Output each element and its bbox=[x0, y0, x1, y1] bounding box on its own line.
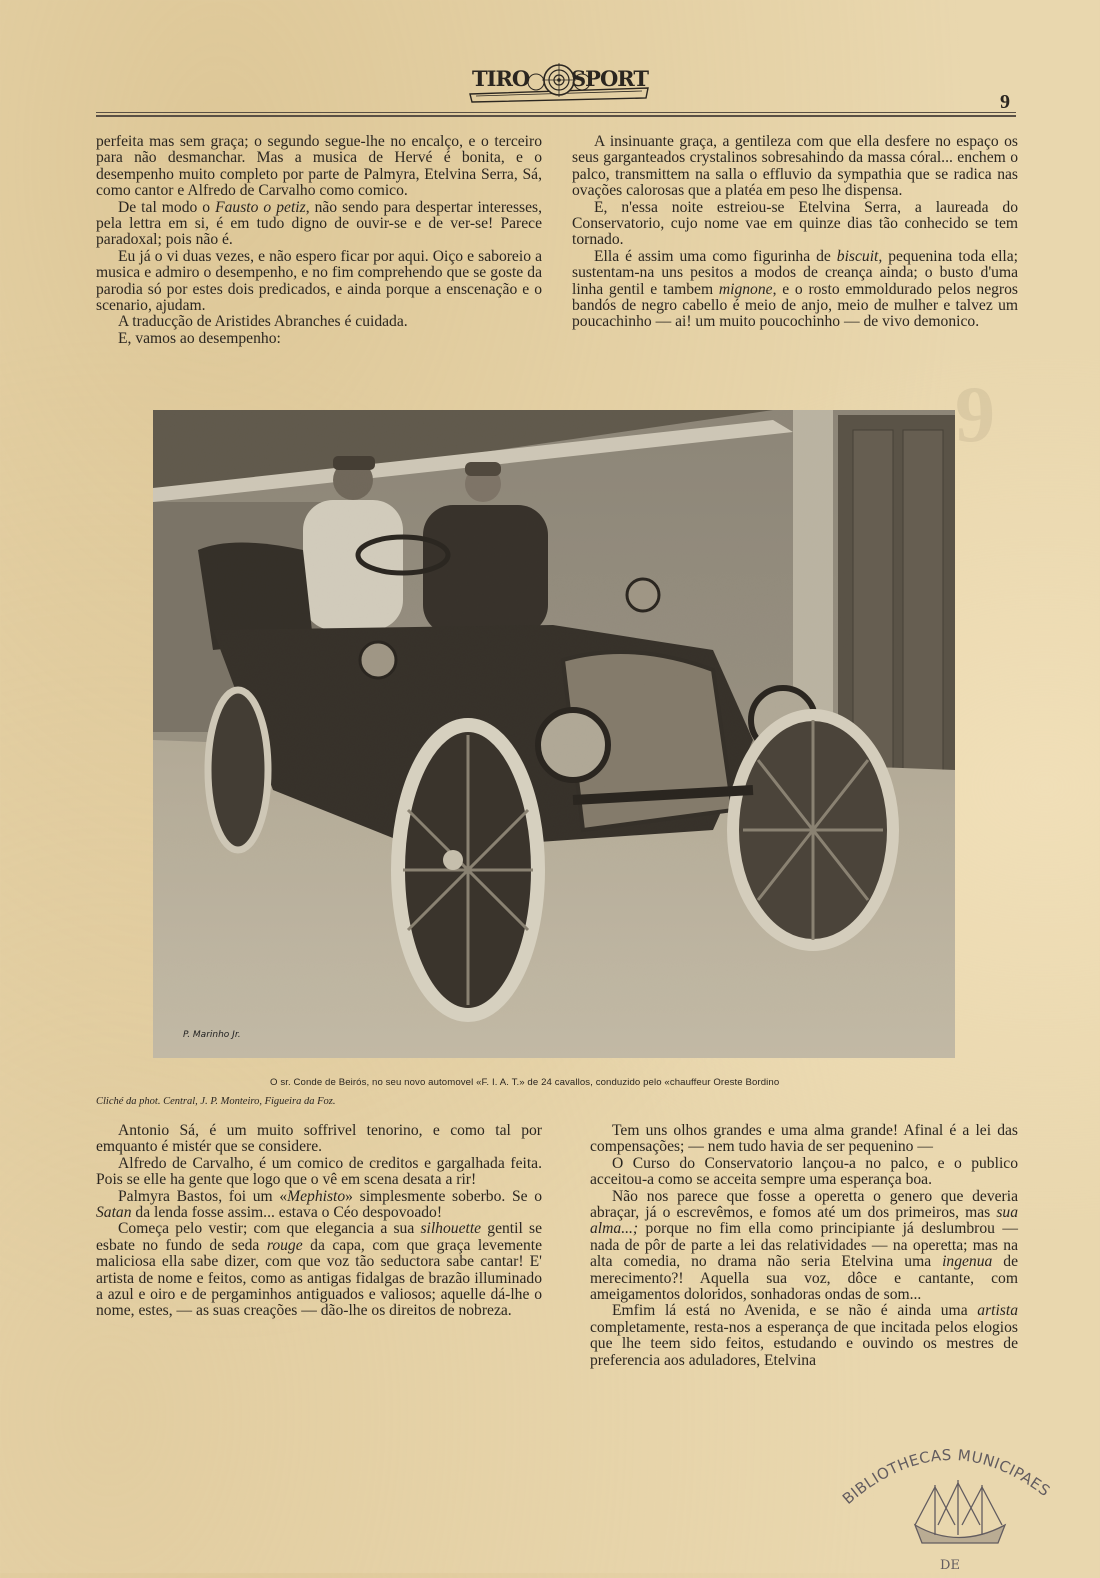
paragraph: E, n'essa noite estreiou-se Etelvina Serra, a laureada do Conservatorio, cujo nome vae em quinze dias tão conhecido se tem tornado. bbox=[572, 198, 1018, 249]
text-run: Palmyra Bastos, foi um « bbox=[118, 1187, 288, 1205]
text-run: gentil se esbate no fundo de seda bbox=[96, 1220, 542, 1254]
paragraph: E, vamos ao desempenho: bbox=[118, 329, 281, 347]
bleed-through-mark: 9 bbox=[955, 371, 995, 459]
photo-credit: Cliché da phot. Central, J. P. Monteiro, Figueira da Foz. bbox=[96, 1096, 336, 1107]
text-run: Não nos parece que fosse a operetta o genero que deveria abraçar, já o escrevêmos, e fomos até um dos primeiros, mas bbox=[590, 1187, 1018, 1222]
photograph-automobile bbox=[153, 410, 955, 1058]
text-run: Ella é assim uma como figurinha de bbox=[594, 247, 837, 265]
text-run: » simplesmente soberbo. Se o bbox=[345, 1187, 542, 1205]
paragraph: Tem uns olhos grandes e uma alma grande! Afinal é a lei das compensações; — nem tudo havia de ser pequenino — bbox=[590, 1122, 1018, 1156]
column-left-bottom bbox=[96, 1123, 542, 1320]
car-photo-illustration bbox=[153, 410, 955, 1058]
text-run: , e o rosto emmoldurado pelos negros bandós de negro cabello é meio de anjo, meio de mulher e talvez um poucachinho — ai! um muito poucochinho — de vivo demonico. bbox=[572, 280, 1018, 331]
column-right-bottom bbox=[590, 1123, 1018, 1369]
paragraph bbox=[96, 1189, 542, 1222]
library-stamp bbox=[830, 1425, 1070, 1573]
text-run: completamente, resta-nos a esperança de que incitada pelos elogios que lhe teem sido feitos, estudando e ouvindo os mestres de preferencia aos aduladores, Etelvina bbox=[590, 1318, 1018, 1369]
italic-text: rouge bbox=[266, 1236, 303, 1254]
masthead-logo bbox=[466, 58, 652, 104]
italic-text: biscuit, bbox=[836, 247, 883, 265]
svg-text:BIBLIOTHECAS MUNICIPAES bbox=[839, 1446, 1054, 1508]
text-run: porque no fim ella como principiante já deslumbrou — nada de pôr de parte a lei das relatividades — na operetta; mas na alta comedia, no drama não seria Etelvina uma bbox=[590, 1220, 1018, 1271]
text-run: Começa pelo vestir; com que elegancia a sua bbox=[118, 1220, 421, 1238]
header-rule-bottom bbox=[96, 115, 1016, 117]
paragraph bbox=[96, 200, 542, 249]
photographer-signature: P. Marinho Jr. bbox=[183, 1030, 241, 1040]
text-run: Emfim lá está no Avenida, e se não é ainda uma bbox=[612, 1302, 978, 1320]
page-number: 9 bbox=[1000, 91, 1010, 113]
paragraph bbox=[590, 1303, 1018, 1369]
paragraph: perfeita mas sem graça; o segundo segue-lhe no encalço, e o terceiro para não desmanchar. Mas a musica de Hervé é bonita, e o desempenho muito completo por parte de Palmyra, Etelvina Serra, Sá, como cantor e Alfredo de Carvalho como comico. bbox=[96, 133, 542, 200]
italic-text: Mephisto bbox=[287, 1187, 346, 1205]
italic-text: ingenua bbox=[942, 1253, 993, 1271]
italic-text: sua alma...; bbox=[590, 1204, 1018, 1238]
paragraph: Alfredo de Carvalho, é um comico de creditos e gargalhada feita. Pois se elle ha gente que logo que o vê em scena desata a rir! bbox=[96, 1154, 542, 1189]
text-run: pequenina toda ella; sustentam-na uns pesitos a modos de creança ainda; o busto d'uma linha gentil e tambem bbox=[572, 247, 1018, 298]
text-run: da lenda fosse assim... estava o Céo despovoado! bbox=[131, 1204, 443, 1222]
paragraph: Antonio Sá, é um muito soffrivel tenorino, e como tal por emquanto é mistér que se considere. bbox=[96, 1122, 542, 1156]
column-right-top bbox=[572, 134, 1018, 331]
masthead-word: TIRO bbox=[472, 66, 530, 91]
stamp-bottom-text: DE bbox=[940, 1558, 960, 1573]
paragraph: Eu já o vi duas vezes, e não espero ficar por aqui. Oiço e saboreio a musica e admiro o desempenho, e no fim comprehendo que se goste da parodia só por estes dois predicados, e ainda porque a enscenação e o scenario, ajudam. bbox=[96, 247, 542, 315]
paragraph bbox=[572, 249, 1018, 331]
paragraph: A traducção de Aristides Abranches é cuidada. bbox=[118, 313, 408, 331]
paragraph bbox=[96, 1221, 542, 1319]
stamp-arc-text: BIBLIOTHECAS MUNICIPAES bbox=[838, 1445, 1054, 1508]
text-run: da capa, com que graça levemente maliciosa ella sabe dizer, com que voz tão seductora sabe cantar! E' artista de nome e feitos, como as antigas fidalgas de brazão illuminado a azul e oiro e de pergaminhos antiguados e valiosos; aquelle dá-lhe o nome, estes, — as suas creações — dão-lhe os direitos de nobreza. bbox=[96, 1236, 542, 1320]
masthead-title bbox=[472, 66, 648, 92]
masthead-word: SPORT bbox=[571, 66, 648, 91]
text-run: De tal modo o bbox=[118, 198, 216, 216]
masthead-ampersand bbox=[535, 66, 565, 92]
column-left-top bbox=[96, 134, 542, 347]
paragraph bbox=[590, 1189, 1018, 1304]
paragraph: O Curso do Conservatorio lançou-a no palco, e o publico acceitou-a como se acceita sempre uma esperança boa. bbox=[590, 1154, 1018, 1189]
photo-caption: O sr. Conde de Beirós, no seu novo automovel «F. I. A. T.» de 24 cavallos, conduzido pelo «chauffeur Oreste Bordino bbox=[270, 1077, 780, 1088]
header-rule-top bbox=[96, 112, 1016, 113]
italic-text: Satan bbox=[96, 1204, 132, 1222]
italic-text: Fausto o petiz bbox=[215, 198, 306, 216]
italic-text: mignone bbox=[718, 280, 773, 298]
text-run: , não sendo para despertar interesses, pela lettra em si, é em tudo digno de ouvir-se e de ver-se! Parece paradoxal; pois não é. bbox=[96, 198, 542, 249]
italic-text: silhouette bbox=[420, 1220, 482, 1238]
paragraph: A insinuante graça, a gentileza com que ella desfere no espaço os seus garganteados crystalinos sobresahindo da massa córal... enchem o palco, transmittem na salla o effluvio da sympathia que se radica nas ovações calorosas que a platéa em peso lhe dispensa. bbox=[572, 133, 1018, 200]
text-run: de merecimento?! Aquella sua voz, dôce e cantante, com ameigamentos doloridos, sonhadoras ondas de som... bbox=[590, 1253, 1018, 1304]
italic-text: artista bbox=[977, 1302, 1018, 1320]
ship-stamp-icon bbox=[830, 1425, 1070, 1573]
